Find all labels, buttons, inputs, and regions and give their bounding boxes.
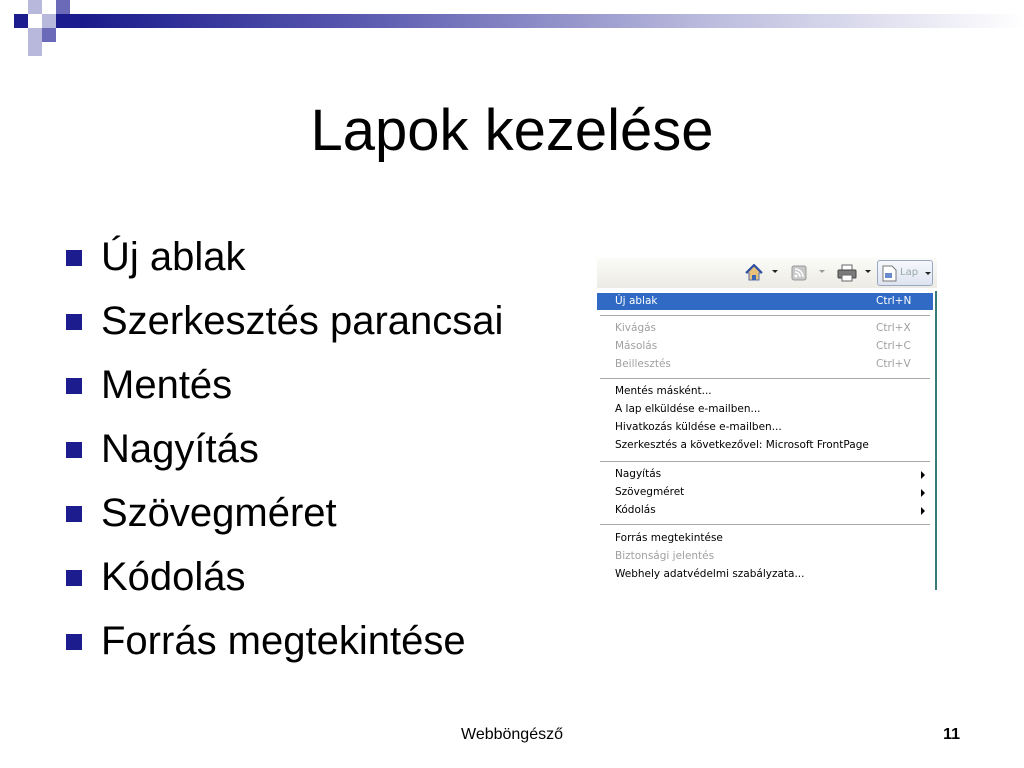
bullet-text: Új ablak (101, 235, 246, 279)
home-dropdown-arrow-icon[interactable] (772, 270, 778, 273)
home-icon[interactable] (745, 264, 763, 282)
bullet-item (64, 230, 503, 294)
decor-square (28, 42, 42, 56)
bullet-text: Kódolás (101, 555, 246, 599)
menu-item-new-window[interactable] (597, 293, 933, 310)
browser-page-menu-screenshot (597, 258, 937, 590)
menu-item-zoom[interactable] (597, 466, 933, 483)
slide-title: Lapok kezelése (310, 98, 714, 163)
page-dropdown-arrow-icon[interactable] (925, 272, 931, 275)
menu-item-label: Másolás (615, 340, 658, 352)
print-icon[interactable] (837, 264, 857, 282)
decor-square (28, 28, 42, 42)
menu-item-label: Hivatkozás küldése e-mailben... (615, 421, 782, 433)
header-decoration (0, 0, 1024, 62)
decor-square (42, 14, 56, 28)
decor-square (42, 28, 56, 42)
menu-item-label: Szövegméret (615, 486, 685, 498)
square-bullet-icon (66, 250, 82, 266)
menu-item-save-as[interactable] (597, 383, 933, 400)
bullet-list (64, 230, 503, 678)
menu-separator (600, 378, 930, 379)
square-bullet-icon (66, 442, 82, 458)
square-bullet-icon (66, 378, 82, 394)
menu-item-label: A lap elküldése e-mailben... (615, 403, 761, 415)
feeds-dropdown-arrow-icon (819, 270, 825, 273)
bullet-text: Forrás megtekintése (101, 619, 466, 663)
menu-item-send-page-email[interactable] (597, 401, 933, 418)
menu-separator (600, 315, 930, 316)
menu-item-label: Beillesztés (615, 358, 671, 370)
bullet-item (64, 486, 503, 550)
menu-item-text-size[interactable] (597, 484, 933, 501)
menu-item-shortcut: Ctrl+X (876, 322, 911, 334)
bullet-text: Szerkesztés parancsai (101, 299, 504, 343)
page-dropdown-menu (597, 291, 937, 590)
bullet-text: Szövegméret (101, 491, 337, 535)
menu-item-label: Mentés másként... (615, 385, 712, 397)
menu-item-label: Szerkesztés a következővel: Microsoft FrontPage (615, 439, 869, 451)
menu-item-label: Új ablak (615, 295, 658, 307)
menu-item-encoding[interactable] (597, 502, 933, 519)
submenu-arrow-icon (921, 507, 925, 515)
bullet-text: Nagyítás (101, 427, 259, 471)
submenu-arrow-icon (921, 471, 925, 479)
menu-item-copy (597, 338, 933, 355)
square-bullet-icon (66, 634, 82, 650)
page-icon (882, 265, 897, 282)
menu-item-paste (597, 356, 933, 373)
menu-item-send-link-email[interactable] (597, 419, 933, 436)
print-dropdown-arrow-icon[interactable] (865, 270, 871, 273)
page-number: 11 (943, 726, 960, 743)
menu-item-label: Kódolás (615, 504, 656, 516)
bullet-item (64, 614, 503, 678)
page-menu-button[interactable] (877, 260, 933, 286)
menu-item-label: Biztonsági jelentés (615, 550, 715, 562)
menu-item-label: Forrás megtekintése (615, 532, 723, 544)
menu-item-privacy-policy[interactable] (597, 566, 933, 583)
decor-square (28, 0, 42, 14)
feeds-icon (791, 264, 807, 282)
footer-title: Webböngésző (461, 726, 563, 743)
menu-item-label: Kivágás (615, 322, 657, 334)
submenu-arrow-icon (921, 489, 925, 497)
menu-item-label: Nagyítás (615, 468, 662, 480)
menu-item-view-source[interactable] (597, 530, 933, 547)
decor-square (56, 0, 70, 14)
menu-item-security-report (597, 548, 933, 565)
decor-square (14, 14, 28, 28)
bullet-text: Mentés (101, 363, 233, 407)
square-bullet-icon (66, 314, 82, 330)
browser-toolbar (597, 258, 937, 288)
menu-item-edit-with-frontpage[interactable] (597, 437, 933, 454)
bullet-item (64, 294, 503, 358)
menu-item-shortcut: Ctrl+V (876, 358, 911, 370)
bullet-item (64, 550, 503, 614)
menu-item-shortcut: Ctrl+C (876, 340, 911, 352)
menu-item-shortcut: Ctrl+N (876, 295, 912, 307)
bullet-item (64, 422, 503, 486)
decor-square (66, 14, 80, 28)
menu-item-cut (597, 320, 933, 337)
square-bullet-icon (66, 570, 82, 586)
menu-item-label: Webhely adatvédelmi szabályzata... (615, 568, 805, 580)
bullet-item (64, 358, 503, 422)
square-bullet-icon (66, 506, 82, 522)
menu-separator (600, 461, 930, 462)
page-button-label: Lap (900, 267, 919, 278)
menu-separator (600, 524, 930, 525)
header-gradient-bar (80, 14, 1024, 28)
